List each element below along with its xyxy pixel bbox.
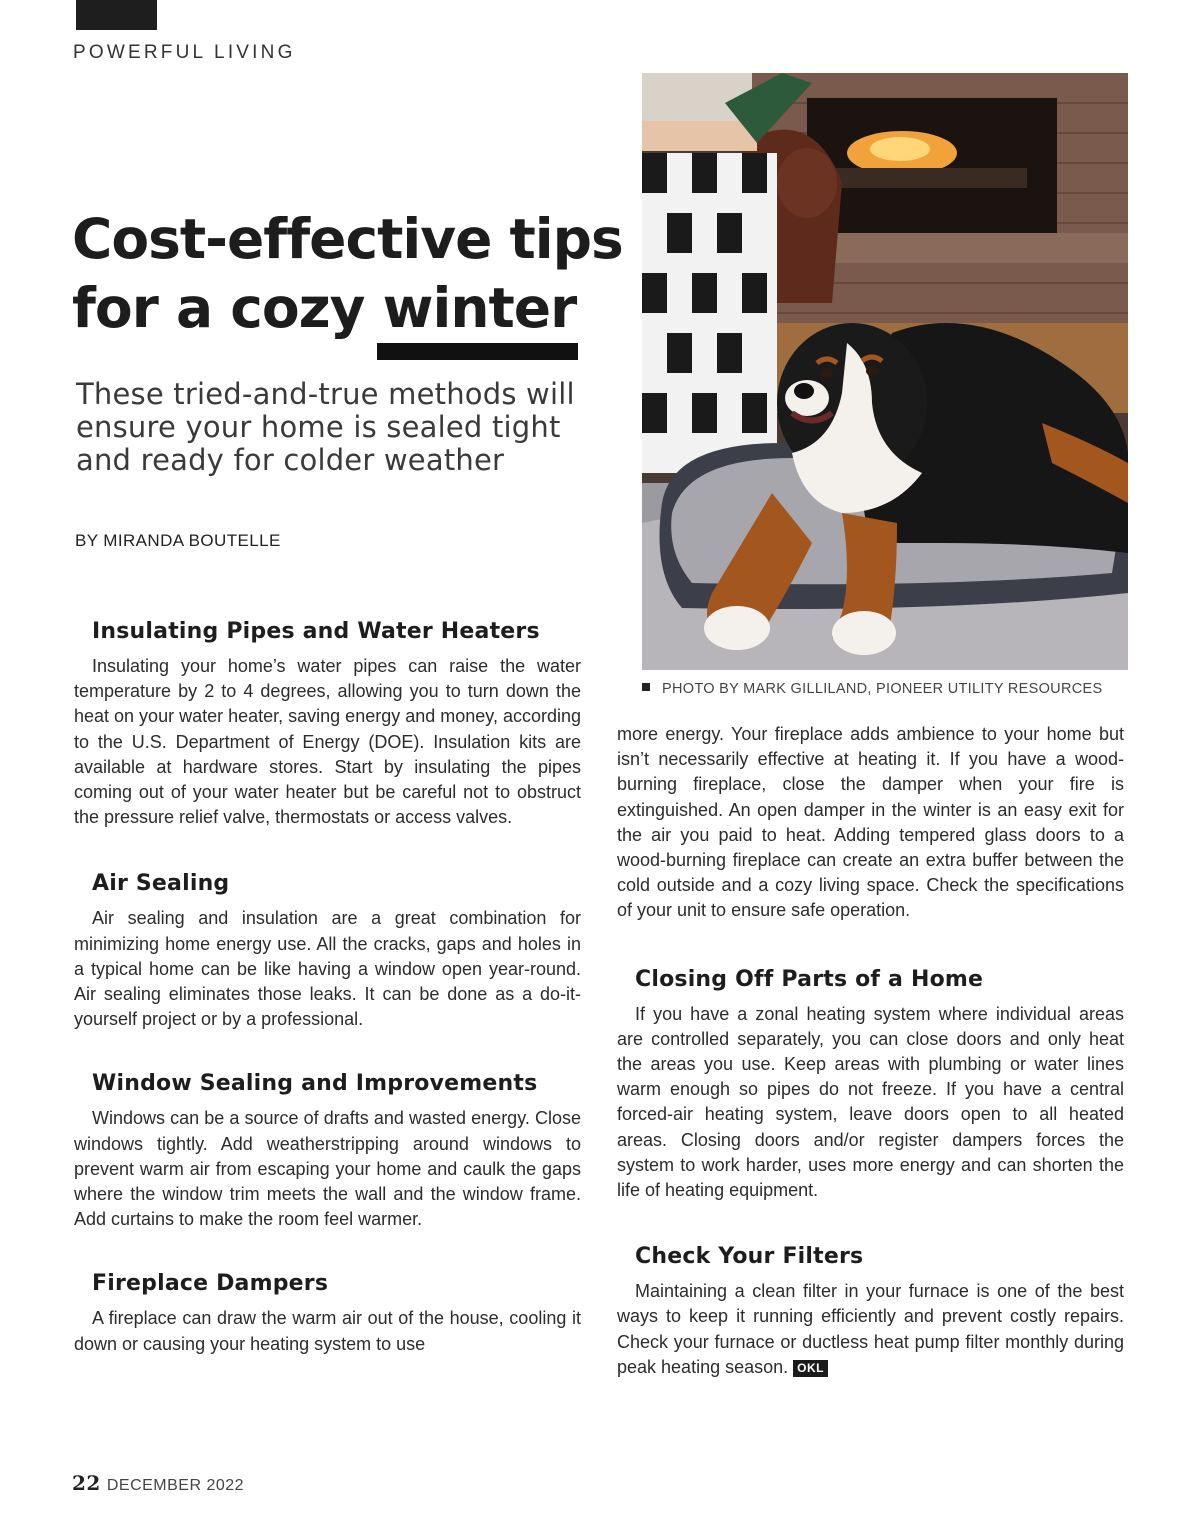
left-column <box>74 618 581 1357</box>
section-body-text: Maintaining a clean filter in your furnace is one of the best ways to keep it running efficiently and prevent costly repairs. Check your furnace or ductless heat pump filter monthly during peak heating season. <box>617 1281 1124 1377</box>
end-mark-badge: OKL <box>793 1360 828 1377</box>
section-body: Insulating your home’s water pipes can raise the water temperature by 2 to 4 degrees, allowing you to turn down the heat on your water heater, saving energy and money, according to the U.S. Department of Energy (DOE). Insulation kits are available at hardware stores. Start by insulating the pipes coming out of your water heater but be careful not to obstruct the pressure relief valve, thermostats or access valves. <box>74 656 581 828</box>
section-label: POWERFUL LIVING <box>73 42 296 63</box>
photo-credit-text: PHOTO BY MARK GILLILAND, PIONEER UTILITY RESOURCES <box>662 681 1103 697</box>
header-bar <box>76 0 157 30</box>
section-body: A fireplace can draw the warm air out of the house, cooling it down or causing your heating system to use <box>74 1308 581 1354</box>
issue-date: DECEMBER 2022 <box>106 1477 245 1494</box>
dog-by-fireplace-illustration <box>642 73 1128 670</box>
title-highlight-word <box>383 274 577 343</box>
right-column <box>617 722 1124 1380</box>
plaid-blanket <box>642 153 777 473</box>
section-body <box>617 1279 1124 1380</box>
page-footer <box>72 1471 244 1495</box>
section-heading: Air Sealing <box>92 871 230 897</box>
section-heading: Closing Off Parts of a Home <box>635 966 984 992</box>
photo-credit <box>642 681 1102 697</box>
article-title <box>72 205 623 343</box>
section-body: Air sealing and insulation are a great combination for minimizing home energy use. All the cracks, gaps and holes in a typical home can be like having a window open year-round. Air sealing eliminates those leaks. It can be done as a do-it-yourself project or by a professional. <box>74 908 581 1030</box>
title-line-1: Cost-effective tips <box>72 207 623 271</box>
credit-square-icon <box>642 683 650 691</box>
page-number: 22 <box>72 1471 101 1495</box>
section-heading: Fireplace Dampers <box>92 1271 329 1297</box>
section-heading: Insulating Pipes and Water Heaters <box>92 619 540 644</box>
title-line-2a: for a cozy <box>72 276 383 340</box>
article-subtitle: These tried-and-true methods will ensure your home is sealed tight and ready for colder weather <box>76 377 575 477</box>
title-underline-bar <box>377 343 579 360</box>
section-heading: Check Your Filters <box>635 1244 864 1270</box>
section-body: Windows can be a source of drafts and wasted energy. Close windows tightly. Add weatherstripping around windows to prevent warm air from escaping your home and caulk the gaps where the window trim meets the wall and the window frame. Add curtains to make the room feel warmer. <box>74 1108 581 1230</box>
section-heading: Window Sealing and Improvements <box>92 1071 538 1097</box>
section-body: If you have a zonal heating system where individual areas are controlled separately, you can close doors and only heat the areas you use. Keep areas with plumbing or water lines warm enough so pipes do not freeze. If you have a central forced-air heating system, leave doors open to all heated areas. Closing doors and/or register dampers forces the system to work harder, uses more energy and can shorten the life of heating equipment. <box>617 1003 1124 1201</box>
section-body-continued: more energy. Your fireplace adds ambience to your home but isn’t necessarily effective at heating it. If you have a wood-burning fireplace, close the damper when your fire is extinguished. An open damper in the winter is an easy exit for the air you paid to heat. Adding tempered glass doors to a wood-burning fireplace can create an extra buffer between the cold outside and a cozy living space. Check the specifications of your unit to ensure safe operation. <box>617 724 1124 921</box>
title-line-2b: winter <box>382 276 577 340</box>
article-photo <box>642 73 1128 670</box>
byline: BY MIRANDA BOUTELLE <box>75 531 281 550</box>
